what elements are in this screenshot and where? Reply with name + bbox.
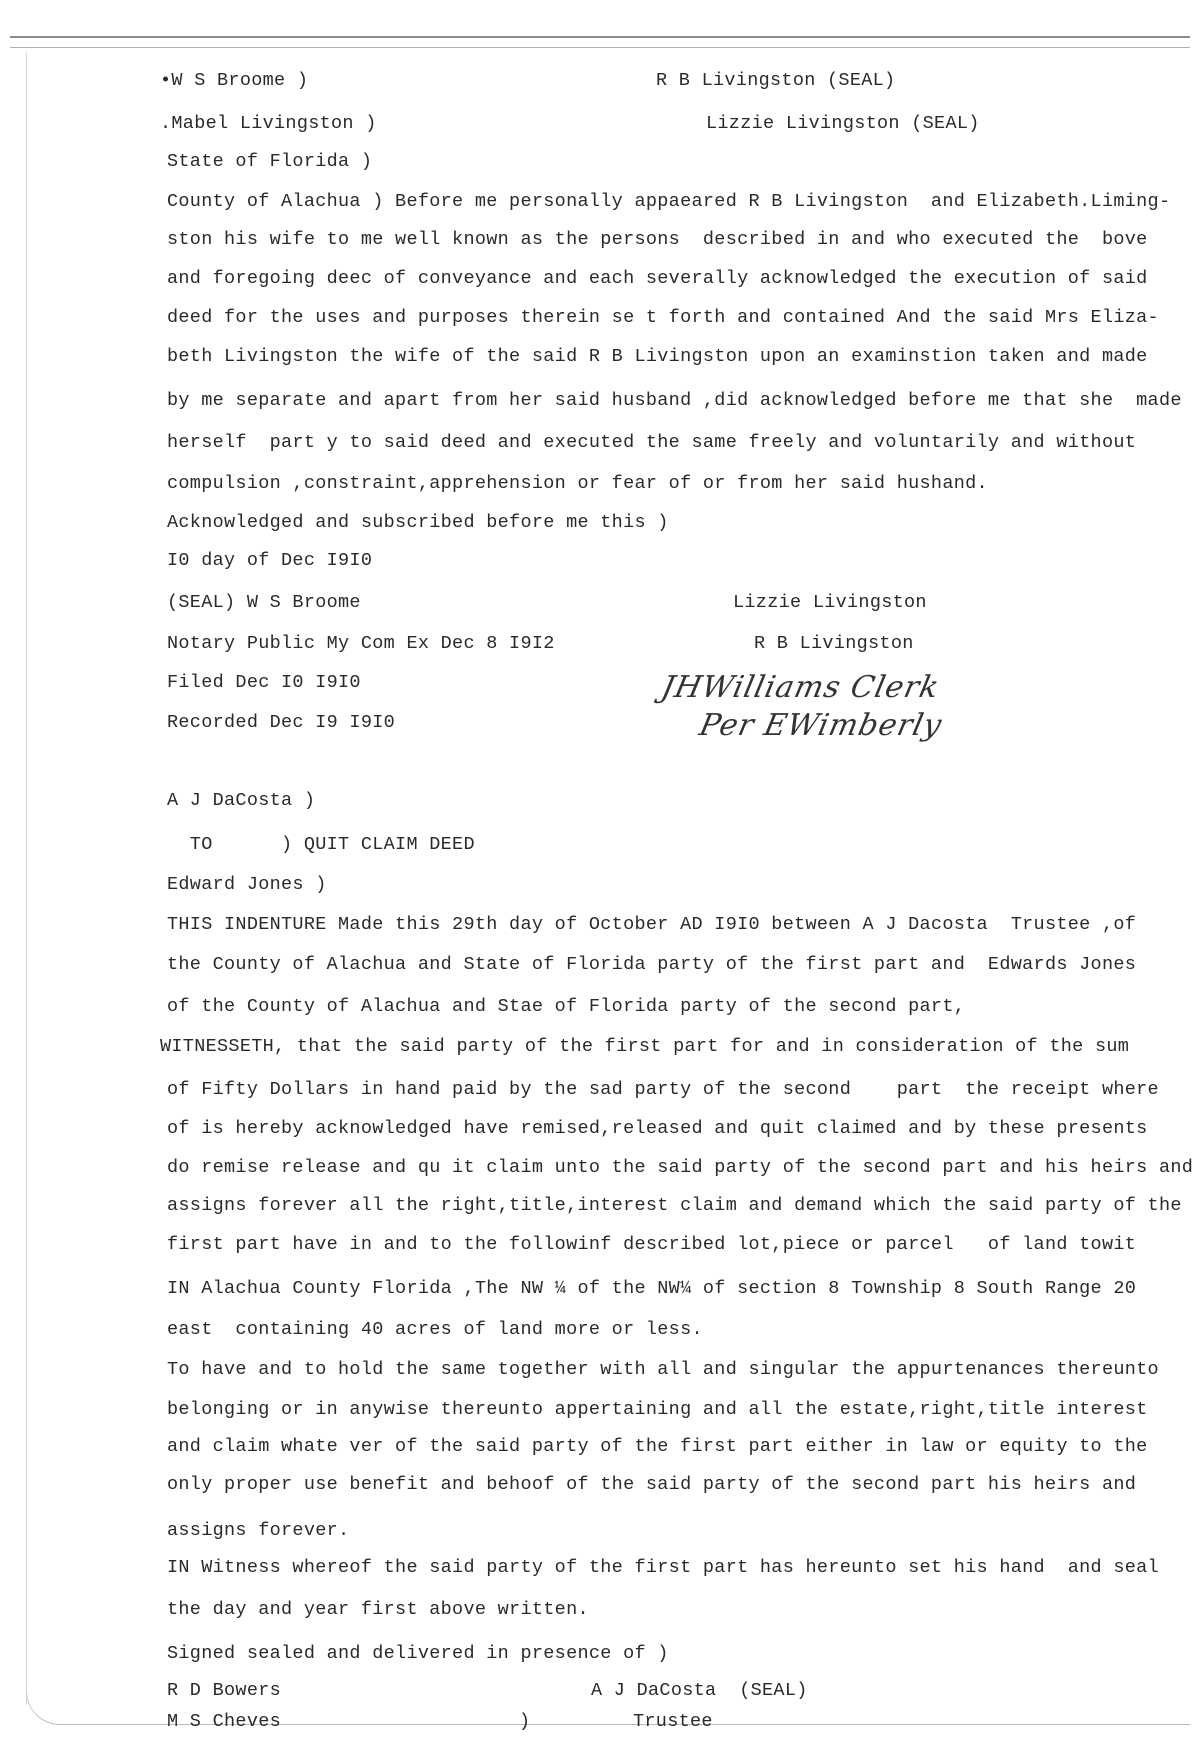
document-line: first part have in and to the followinf described lot,piece or parcel of land towit [167,1234,1137,1255]
document-line: .Mabel Livingston ) [160,113,377,134]
document-line: ston his wife to me well known as the persons described in and who executed the bove [167,229,1148,250]
document-line: and foregoing deec of conveyance and each severally acknowledged the execution of said [167,268,1148,289]
document-line: R D Bowers [167,1680,282,1701]
clerk-signature: JHWilliams Clerk [658,670,943,705]
document-line: (SEAL) W S Broome [167,592,361,613]
document-line: and claim whate ver of the said party of the first part either in law or equity to the [167,1436,1148,1457]
document-line: A J DaCosta ) [167,790,316,811]
document-line: M S Cheves [167,1711,282,1732]
signatory-line: Lizzie Livingston (SEAL) [706,113,980,134]
document-line: by me separate and apart from her said husband ,did acknowledged before me that she made [167,390,1182,411]
signatory-line: Trustee [633,1711,713,1732]
document-line: Signed sealed and delivered in presence of ) [167,1643,669,1664]
document-line: THIS INDENTURE Made this 29th day of October AD I9I0 between A J Dacosta Trustee ,of [167,914,1137,935]
document-line: Recorded Dec I9 I9I0 [167,712,396,733]
document-line: Edward Jones ) [167,874,327,895]
signatory-line: R B Livingston (SEAL) [656,70,896,91]
document-line: of the County of Alachua and Stae of Florida party of the second part, [167,996,966,1017]
document-line: TO ) QUIT CLAIM DEED [167,834,475,855]
document-line: Notary Public My Com Ex Dec 8 I9I2 [167,633,555,654]
document-line: beth Livingston the wife of the said R B Livingston upon an examinstion taken and made [167,346,1148,367]
document-line: •W S Broome ) [160,70,309,91]
document-line: WITNESSETH, that the said party of the first part for and in consideration of the sum [160,1036,1130,1057]
document-line: To have and to hold the same together with all and singular the appurtenances thereunto [167,1359,1159,1380]
top-rule-secondary [10,47,1190,48]
document-line: Acknowledged and subscribed before me this ) [167,512,669,533]
document-line: east containing 40 acres of land more or less. [167,1319,703,1340]
document-line: the County of Alachua and State of Florida party of the first part and Edwards Jones [167,954,1137,975]
document-line: of Fifty Dollars in hand paid by the sad party of the second part the receipt where [167,1079,1159,1100]
document-line: of is hereby acknowledged have remised,released and quit claimed and by these presents [167,1118,1148,1139]
document-line: only proper use benefit and behoof of the said party of the second part his heirs and [167,1474,1137,1495]
top-rule [10,36,1190,38]
document-line: belonging or in anywise thereunto appertaining and all the estate,right,title interest [167,1399,1148,1420]
document-line: the day and year first above written. [167,1599,589,1620]
deputy-signature: Per EWimberly [696,708,946,743]
document-line: deed for the uses and purposes therein se t forth and contained And the said Mrs Eliza- [167,307,1159,328]
document-line: Filed Dec I0 I9I0 [167,672,361,693]
document-line: IN Alachua County Florida ,The NW ¼ of the NW¼ of section 8 Township 8 South Range 20 [167,1278,1137,1299]
document-line: herself part y to said deed and executed the same freely and voluntarily and without [167,432,1137,453]
document-line: do remise release and qu it claim unto the said party of the second part and his heirs and [167,1157,1194,1178]
signatory-line: Lizzie Livingston [733,592,927,613]
document-line: assigns forever. [167,1520,350,1541]
document-line: I0 day of Dec I9I0 [167,550,373,571]
document-line: IN Witness whereof the said party of the first part has hereunto set his hand and seal [167,1557,1159,1578]
signatory-line: ) [519,1711,531,1732]
document-line: State of Florida ) [167,151,373,172]
signatory-line: R B Livingston [754,633,914,654]
page-corner-curl [26,1690,61,1725]
signatory-line: A J DaCosta (SEAL) [591,1680,808,1701]
page-border-left [26,52,27,1705]
document-line: assigns forever all the right,title,interest claim and demand which the said party of the [167,1195,1182,1216]
document-line: compulsion ,constraint,apprehension or fear of or from her said hushand. [167,473,988,494]
document-line: County of Alachua ) Before me personally appaeared R B Livingston and Elizabeth.Liming- [167,191,1171,212]
